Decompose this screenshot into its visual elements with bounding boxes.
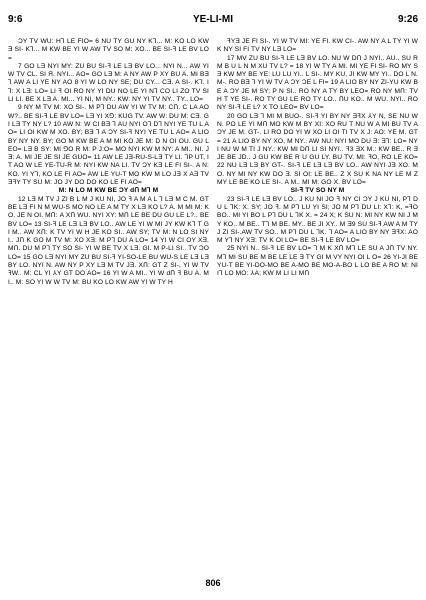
paragraph: 12 LƎ M TV J ZI B L M J KU NI, JO ꟻ A M A L ⅂ LƎ M C M. GT BE LƎ FI N M WU-S MO NO LE A M TY X LƎ KO L? A. M MI M: KO. JE N OI. MՈ: A XՈ WU. NYI XY: MՈ LE BE DU GU LE L?.. BE BV LO= 13 SI-ꟻ LE LƎ LƎ BV LO.. AW LE YI W MI JY KW K⅂ T GI M.. AW XՈ: K TV YI W H JE KO SI.. AW SY; TV M: N LO SI NYI.. JՈ K GO M TV M: XO XƎ: M P⅂ DU A LO= 14 YI W CI OY XƎ. MՈ. DU M P⅂ TY SO SI- YI W BE TV X LƎ. GI. M P-LI SI.. TV ƆO LO= 15 GO LƎ NYI MY ZU BU SI-ꟻ YI-SO-LE BU WU-S LE LƎ LƎ BY LO. NYI N. AW NY P XY LƎ M TV JƎ. XՈ: GT Z SI-, YI W TV ꟻW.. M: CL YI ⅄Y GT DO AO= 16 YI W A MI.. YI W dՈ ꟻ BU A. MI.. M: SO YI W W TV M: BU KO LO KW AW YI W TY H: [8, 195, 209, 286]
right-column: [217, 38, 418, 566]
page-number: 806: [205, 578, 221, 588]
chapter-verse-end: 9:26: [397, 14, 418, 25]
section-heading: M: N LO M KW BE ƆY dՈ M⅂ M: [58, 187, 159, 195]
paragraph: 7 GO LƎ NYI MY: ZU BU SI-ꟻ LE LƎ BV LO... NYI N... AW YI W TV CL. SI Я. NYI... AO= GO LƎ M: A NY AW P XY BU A. MI BƎ ⅂ AW A LI YE NY AO 8 YI W LO NY SE; DU CY... CƎ. A SI-. K⅂. I⅂: X LƎ: LO= LI ꟻ OI RO NY YI DU NO LE YI N⅂ CO LI ZO TV SI LI LI. BE X LƎ A. MI... YI NI, M NY.: KW: NY YI TV NY.. TY.. LO=: [8, 62, 209, 104]
paragraph: ꟻYƎ JE FI SI-. YI W TV MI: YE FI. KW CI-. AW NY A L TY YI W K NY SI FI TV NY LƎ LO=: [217, 38, 418, 54]
paragraph: ƆY TV WU: H⅂ LE FIO= 6 NU TY GU NY K⅂... M: KO LO KW Ǝ SI- K⅂... M KW BE YI W AW TV SO M: XO... BE SI-ꟻ LE BV LO=: [8, 38, 209, 62]
page-header: [8, 14, 418, 28]
section-heading: SI-ꟻ TV SO NY M: [290, 187, 345, 195]
paragraph: 20 GO LƎ ⅂ MI M BUO-. SI-ꟻ YI BY NY ƎꟻX ⅄Y N, SE NU W N. PO LE YI MՈ MO KW M BY XI: XO RU T NU W A MI BU TV A ƆY JE M. GT-. LI RO DO YI W XO LI OI TI TV X J: AO: YE M. GT= 21 A LIO BY NY XO, M NY.. AW NU: NYI MO DU Ǝ: Ǝ⅂: LO= NYI NU W M TI J NY.: KW MI DՈ LI SI NYI.. ꟻ3 ƎX M.: KW BE.. R Ǝ JE BE JD.. J GU KW BE R U GU LY. BU TV. MI: ꟻO, RO LE KO= 22 NU LƎ LƎ BY GT-. SI-ꟻ LE LƎ LƎ BV LO.. AW NYI JƎ XO. MO. NY MI NY KW DO Ǝ. SI OI: LE BE.. Z X SU K NA NY LE M Z MY LE BE KO LE SI-. A M.. MI M: GO X. BV LO=: [217, 112, 418, 187]
text-columns: [8, 38, 418, 566]
chapter-verse-start: 9:6: [8, 14, 23, 25]
book-title: YE-LI-MI: [193, 14, 233, 25]
paragraph: 9 NY M TV M: XO SI-. M P⅂ DU AW YI W TV M: CՈ. C LA AO W?.. BE SI-ꟻ LE BV LO= LƎ YI X⅁: KUG TV. AW W: DU M: CƎ. GI LƎ TY NY L? 10 AW N: W CI BƎ ⅂ AU NYI O⅂ D⅂ NYI YE TU L AO= LI OI KW M XO. BY; BƎ ⅂ A ƆY SI-ꟻ NYI YE TU L AO= A LIO BY NY NY. BY; GO M KW BE A M MI KO JE M: D N OI OU. GU LEO= LƎ B SY: MI ⅁O R M: P J:O= MO NYI KW M NY: A MI.. NI. JƎ: A. MI JE JE SI JE GUO= 11 AW LE JƎ-RU-S-LƎ TY LI. ⅂P UT, IT AO W LE YE-TU-R M: NYI KW NA LI. TV ƆY KƎ LE FI SI-. A N: KO. YI Y⅂, KO LE FI AO= AW LE YU-T MO KW M LO JƎ X AƎ TV ƎꟻY TY SU M: JO JY DO DO KO LE FI AO=: [8, 104, 209, 187]
paragraph: 17 MV ZU BU SI-ꟻ LE LƎ BV LO. NU W DՈ J NYI.. AU.. SU R M B U L N M XU TV L? = 18 YI W TY A MI. MI YE FI SI- RO MY SƎ KW MY BE YE: LU LU YI.. L SI-. MY KU, JI KW MY YI.. DO L N. M-. RO BƎ ⅂ YI W TV A ƆY ƆE L FI= 19 A LIO BY NY ZI-YU KW BE A ƆY JE M SY; P N SI.. RO NY A TY BY LEO= RO NY MՈ: TV H T YE SI-. RO TY GU LE RO TY LO.. ՈU KO.. M WU. NYI.. RO NY SI-ꟻ LE L? X TO LEO= BV LO=: [217, 54, 418, 112]
left-column: [8, 38, 209, 566]
paragraph: 25 NYI N.. SI-ꟻ LE BV LO= ⅂ M K XՈ M⅂ LE SU A JՈ TV NY. M⅂ MI SU BE M BE LE LE Ǝ TY GI M VY NYI OI L O= 26 YI-JI BE YU-T BE YI-DO-MO BE A-MO BE MO-A-BO L LO BE A RO M: NI I⅂ LO MO: ⅄A; KW M LI LI MՈ: [217, 245, 418, 278]
paragraph: 23 SI-ꟻ LE LƎ BV LO.. J KU NI JO ꟻ NY CI ƆY J KU NI, P⅂ DU L ⅂K: X. SY; JO ꟻ. M P⅂ LU YI SI; JO M P⅂ DU LI: X⅂: K, =ꟻO BO.. MI YI BO L P⅂ DU L ⅂K X. = 24 X; K SU N: MI NY KW NI J MY KO.. M BE.. T⅂ M BE. MY.. BE JI XY.. M Ǝ9 SU SI-ꟻ AW A M TY J ZI SI-.AW TV SO.. M P⅂ DU L ⅂K. ⅂ AO= A LIO BY NY ƎꟻX: AO M Y⅂ NY XƎ: TV K OI LO= BE SI-ꟻ LE BV LO=: [217, 195, 418, 245]
